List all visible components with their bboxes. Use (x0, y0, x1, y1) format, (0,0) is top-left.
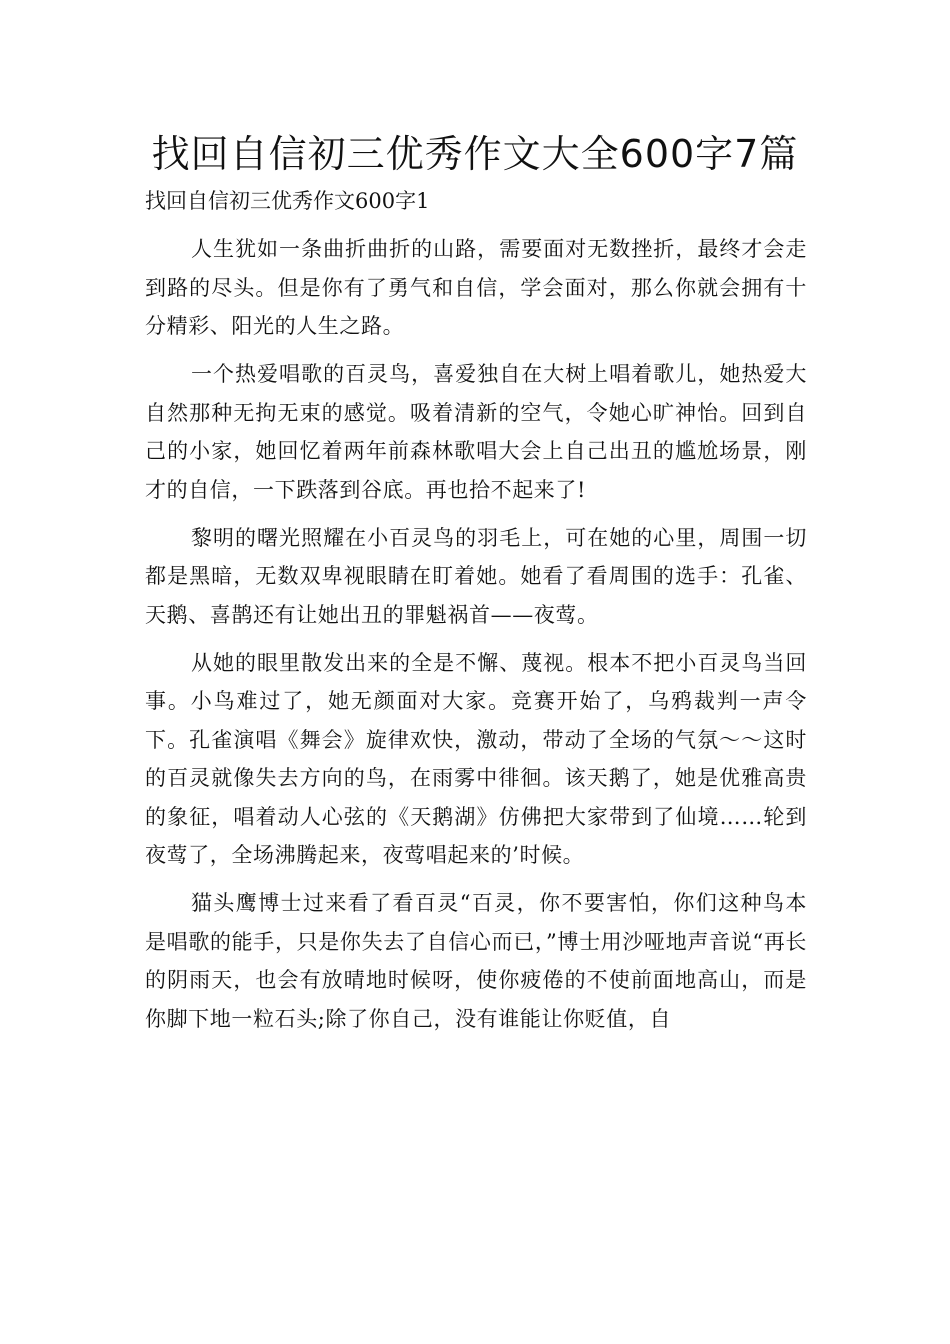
paragraph-1: 人生犹如一条曲折曲折的山路，需要面对无数挫折，最终才会走到路的尽头。但是你有了勇气和自信，学会面对，那么你就会拥有十分精彩、阳光的人生之路。 (145, 237, 807, 338)
paragraph-4: 从她的眼里散发出来的全是不懈、蔑视。根本不把小百灵鸟当回事。小鸟难过了，她无颜面对大家。竞赛开始了，乌鸦裁判一声令下。孔雀演唱《舞会》旋律欢快，激动，带动了全场的气氛～～这时的百灵就像失去方向的鸟，在雨雾中徘徊。该天鹅了，她是优雅高贵的象征，唱着动人心弦的《天鹅湖》仿佛把大家带到了仙境……轮到夜莺了，全场沸腾起来，夜莺唱起来的’时候。 (145, 650, 807, 867)
paragraph-5: 猫头鹰博士过来看了看百灵“百灵，你不要害怕，你们这种鸟本是唱歌的能手，只是你失去了自信心而已，”博士用沙哑地声音说“再长的阴雨天，也会有放晴地时候呀，使你疲倦的不使前面地高山，而是你脚下地一粒石头;除了你自己，没有谁能让你贬值，自 (145, 891, 807, 1031)
paragraph-2: 一个热爱唱歌的百灵鸟，喜爱独自在大树上唱着歌儿，她热爱大自然那种无拘无束的感觉。吸着清新的空气，令她心旷神怡。回到自己的小家，她回忆着两年前森林歌唱大会上自己出丑的尴尬场景，刚才的自信，一下跌落到谷底。再也拾不起来了! (145, 362, 807, 502)
essay-heading: 找回自信初三优秀作文600字1 (145, 189, 430, 213)
essay-body (145, 230, 807, 1048)
paragraph-3: 黎明的曙光照耀在小百灵鸟的羽毛上，可在她的心里，周围一切都是黑暗，无数双卑视眼睛在盯着她。她看了看周围的选手：孔雀、天鹅、喜鹊还有让她出丑的罪魁祸首——夜莺。 (145, 525, 807, 627)
document-title: 找回自信初三优秀作文大全600字7篇 (151, 132, 799, 176)
